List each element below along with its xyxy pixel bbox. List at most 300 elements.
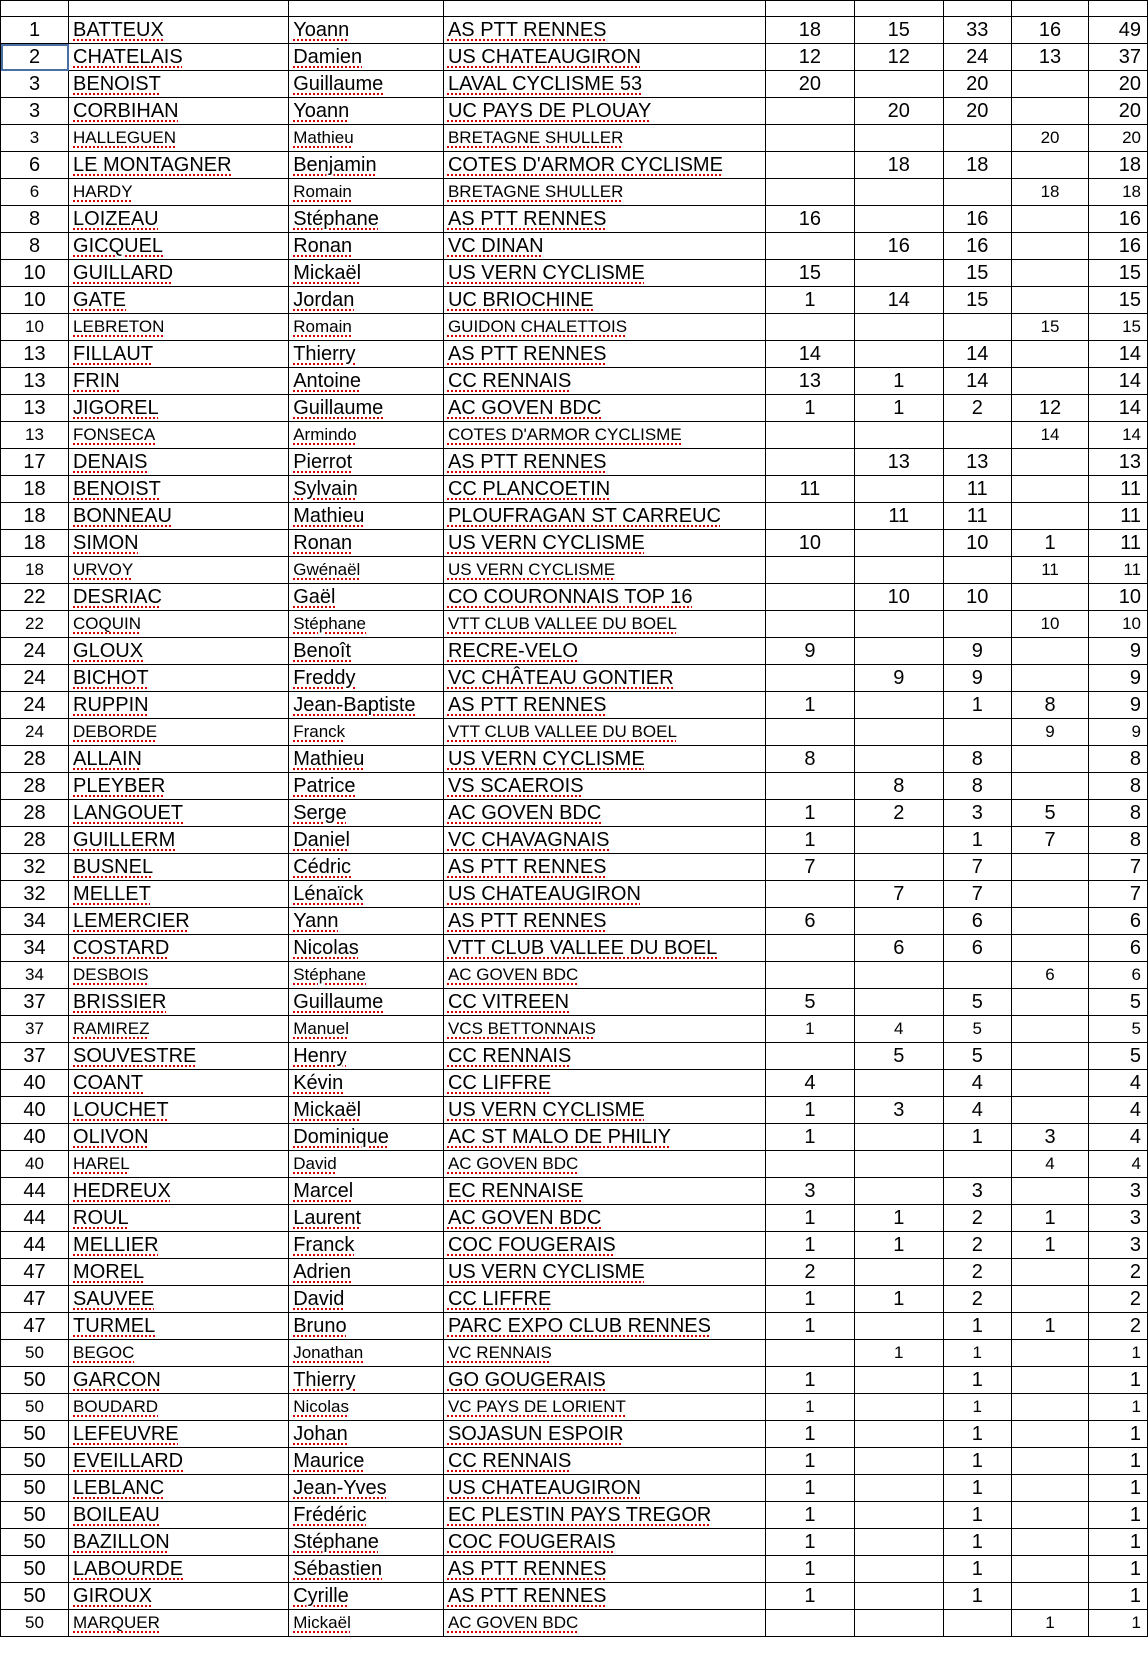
club-cell[interactable] — [443, 395, 765, 422]
points-2-cell[interactable] — [854, 71, 943, 98]
first-name-cell[interactable] — [289, 1043, 444, 1070]
total-cell[interactable]: 8 — [1089, 800, 1148, 827]
points-1-cell[interactable]: 1 — [765, 395, 854, 422]
total-cell[interactable]: 13 — [1089, 449, 1148, 476]
club-cell[interactable] — [443, 98, 765, 125]
last-name-cell[interactable] — [69, 1070, 289, 1097]
points-1-cell[interactable]: 1 — [765, 1232, 854, 1259]
points-2-cell[interactable]: 14 — [854, 287, 943, 314]
club-cell[interactable] — [443, 1367, 765, 1394]
total-cell[interactable]: 11 — [1089, 476, 1148, 503]
points-3-cell[interactable]: 11 — [1011, 557, 1089, 584]
points-1-cell[interactable] — [765, 125, 854, 152]
points-2-cell[interactable]: 16 — [854, 233, 943, 260]
total-cell[interactable]: 4 — [1089, 1151, 1148, 1178]
first-name-cell[interactable] — [289, 962, 444, 989]
points-1-cell[interactable] — [765, 98, 854, 125]
club-cell[interactable] — [443, 125, 765, 152]
points-2-cell[interactable] — [854, 1448, 943, 1475]
points-1-cell[interactable]: 1 — [765, 1502, 854, 1529]
last-name-cell[interactable] — [69, 449, 289, 476]
points-3-cell[interactable]: 6 — [1011, 962, 1089, 989]
total-cell[interactable]: 9 — [1089, 665, 1148, 692]
points-2-cell[interactable]: 10 — [854, 584, 943, 611]
subtotal-cell[interactable]: 2 — [943, 1259, 1011, 1286]
points-1-cell[interactable] — [765, 773, 854, 800]
last-name-cell[interactable] — [69, 1043, 289, 1070]
subtotal-cell[interactable]: 1 — [943, 1421, 1011, 1448]
points-1-cell[interactable]: 1 — [765, 1097, 854, 1124]
subtotal-cell[interactable] — [943, 719, 1011, 746]
rank-cell[interactable]: 13 — [1, 341, 69, 368]
subtotal-cell[interactable] — [943, 179, 1011, 206]
last-name-cell[interactable] — [69, 233, 289, 260]
points-3-cell[interactable] — [1011, 1583, 1089, 1610]
points-1-cell[interactable]: 6 — [765, 908, 854, 935]
first-name-cell[interactable] — [289, 746, 444, 773]
last-name-cell[interactable] — [69, 1475, 289, 1502]
total-cell[interactable]: 9 — [1089, 719, 1148, 746]
subtotal-cell[interactable] — [943, 314, 1011, 341]
points-2-cell[interactable] — [854, 908, 943, 935]
first-name-cell[interactable] — [289, 638, 444, 665]
total-cell[interactable]: 1 — [1089, 1529, 1148, 1556]
subtotal-cell[interactable] — [943, 557, 1011, 584]
total-cell[interactable]: 8 — [1089, 827, 1148, 854]
subtotal-cell[interactable]: 2 — [943, 1205, 1011, 1232]
subtotal-cell[interactable]: 1 — [943, 1340, 1011, 1367]
rank-cell[interactable]: 13 — [1, 395, 69, 422]
subtotal-cell[interactable]: 15 — [943, 260, 1011, 287]
points-2-cell[interactable] — [854, 314, 943, 341]
subtotal-cell[interactable]: 2 — [943, 1232, 1011, 1259]
points-2-cell[interactable] — [854, 1178, 943, 1205]
rank-cell[interactable]: 22 — [1, 584, 69, 611]
last-name-cell[interactable] — [69, 1421, 289, 1448]
subtotal-cell[interactable] — [943, 611, 1011, 638]
first-name-cell[interactable] — [289, 179, 444, 206]
club-cell[interactable] — [443, 1097, 765, 1124]
points-3-cell[interactable] — [1011, 260, 1089, 287]
points-3-cell[interactable] — [1011, 854, 1089, 881]
last-name-cell[interactable] — [69, 44, 289, 71]
club-cell[interactable] — [443, 206, 765, 233]
subtotal-cell[interactable]: 1 — [943, 1529, 1011, 1556]
points-3-cell[interactable]: 20 — [1011, 125, 1089, 152]
points-3-cell[interactable]: 1 — [1011, 1610, 1089, 1637]
points-1-cell[interactable]: 14 — [765, 341, 854, 368]
rank-cell[interactable]: 6 — [1, 152, 69, 179]
points-2-cell[interactable]: 1 — [854, 1286, 943, 1313]
last-name-cell[interactable] — [69, 1313, 289, 1340]
points-3-cell[interactable] — [1011, 746, 1089, 773]
total-cell[interactable]: 5 — [1089, 1016, 1148, 1043]
club-cell[interactable] — [443, 1610, 765, 1637]
points-1-cell[interactable]: 1 — [765, 1205, 854, 1232]
points-2-cell[interactable] — [854, 1421, 943, 1448]
first-name-cell[interactable] — [289, 854, 444, 881]
first-name-cell[interactable] — [289, 152, 444, 179]
subtotal-cell[interactable]: 8 — [943, 773, 1011, 800]
points-2-cell[interactable]: 3 — [854, 1097, 943, 1124]
points-1-cell[interactable] — [765, 1151, 854, 1178]
points-2-cell[interactable] — [854, 1070, 943, 1097]
points-1-cell[interactable]: 15 — [765, 260, 854, 287]
rank-cell[interactable]: 8 — [1, 206, 69, 233]
cell[interactable] — [1011, 1, 1089, 17]
last-name-cell[interactable] — [69, 179, 289, 206]
total-cell[interactable]: 37 — [1089, 44, 1148, 71]
total-cell[interactable]: 11 — [1089, 503, 1148, 530]
points-1-cell[interactable] — [765, 422, 854, 449]
points-1-cell[interactable] — [765, 935, 854, 962]
club-cell[interactable] — [443, 17, 765, 44]
total-cell[interactable]: 7 — [1089, 854, 1148, 881]
points-2-cell[interactable]: 4 — [854, 1016, 943, 1043]
club-cell[interactable] — [443, 1286, 765, 1313]
points-2-cell[interactable]: 7 — [854, 881, 943, 908]
first-name-cell[interactable] — [289, 1259, 444, 1286]
rank-cell[interactable]: 28 — [1, 746, 69, 773]
subtotal-cell[interactable]: 16 — [943, 233, 1011, 260]
total-cell[interactable]: 11 — [1089, 557, 1148, 584]
points-3-cell[interactable]: 1 — [1011, 1232, 1089, 1259]
rank-cell[interactable]: 40 — [1, 1070, 69, 1097]
points-3-cell[interactable]: 5 — [1011, 800, 1089, 827]
club-cell[interactable] — [443, 1313, 765, 1340]
points-1-cell[interactable]: 8 — [765, 746, 854, 773]
club-cell[interactable] — [443, 1475, 765, 1502]
subtotal-cell[interactable] — [943, 1151, 1011, 1178]
points-3-cell[interactable] — [1011, 449, 1089, 476]
points-1-cell[interactable] — [765, 557, 854, 584]
points-3-cell[interactable] — [1011, 1286, 1089, 1313]
subtotal-cell[interactable]: 9 — [943, 638, 1011, 665]
points-3-cell[interactable] — [1011, 1529, 1089, 1556]
subtotal-cell[interactable]: 4 — [943, 1097, 1011, 1124]
rank-cell[interactable]: 47 — [1, 1259, 69, 1286]
subtotal-cell[interactable]: 1 — [943, 1475, 1011, 1502]
first-name-cell[interactable] — [289, 530, 444, 557]
first-name-cell[interactable] — [289, 260, 444, 287]
rank-cell[interactable]: 18 — [1, 530, 69, 557]
last-name-cell[interactable] — [69, 1124, 289, 1151]
points-2-cell[interactable]: 9 — [854, 665, 943, 692]
total-cell[interactable]: 10 — [1089, 611, 1148, 638]
last-name-cell[interactable] — [69, 206, 289, 233]
points-2-cell[interactable] — [854, 1367, 943, 1394]
first-name-cell[interactable] — [289, 827, 444, 854]
subtotal-cell[interactable]: 2 — [943, 395, 1011, 422]
first-name-cell[interactable] — [289, 1421, 444, 1448]
subtotal-cell[interactable]: 24 — [943, 44, 1011, 71]
club-cell[interactable] — [443, 962, 765, 989]
first-name-cell[interactable] — [289, 665, 444, 692]
subtotal-cell[interactable]: 1 — [943, 1448, 1011, 1475]
points-2-cell[interactable] — [854, 125, 943, 152]
points-3-cell[interactable]: 4 — [1011, 1151, 1089, 1178]
rank-cell[interactable]: 37 — [1, 1043, 69, 1070]
last-name-cell[interactable] — [69, 638, 289, 665]
points-2-cell[interactable] — [854, 476, 943, 503]
points-3-cell[interactable]: 18 — [1011, 179, 1089, 206]
total-cell[interactable]: 4 — [1089, 1070, 1148, 1097]
rank-cell[interactable]: 3 — [1, 98, 69, 125]
club-cell[interactable] — [443, 584, 765, 611]
points-3-cell[interactable]: 1 — [1011, 1313, 1089, 1340]
first-name-cell[interactable] — [289, 908, 444, 935]
first-name-cell[interactable] — [289, 800, 444, 827]
first-name-cell[interactable] — [289, 1394, 444, 1421]
points-2-cell[interactable] — [854, 962, 943, 989]
cell[interactable] — [943, 1, 1011, 17]
total-cell[interactable]: 18 — [1089, 152, 1148, 179]
first-name-cell[interactable] — [289, 1340, 444, 1367]
club-cell[interactable] — [443, 368, 765, 395]
points-3-cell[interactable] — [1011, 665, 1089, 692]
rank-cell[interactable]: 1 — [1, 17, 69, 44]
subtotal-cell[interactable]: 11 — [943, 476, 1011, 503]
points-1-cell[interactable] — [765, 179, 854, 206]
first-name-cell[interactable] — [289, 1556, 444, 1583]
points-3-cell[interactable] — [1011, 584, 1089, 611]
points-1-cell[interactable] — [765, 719, 854, 746]
subtotal-cell[interactable]: 10 — [943, 584, 1011, 611]
first-name-cell[interactable] — [289, 314, 444, 341]
last-name-cell[interactable] — [69, 1259, 289, 1286]
first-name-cell[interactable] — [289, 1583, 444, 1610]
subtotal-cell[interactable] — [943, 962, 1011, 989]
subtotal-cell[interactable]: 33 — [943, 17, 1011, 44]
points-1-cell[interactable]: 1 — [765, 287, 854, 314]
last-name-cell[interactable] — [69, 152, 289, 179]
last-name-cell[interactable] — [69, 557, 289, 584]
points-2-cell[interactable] — [854, 1475, 943, 1502]
rank-cell[interactable]: 18 — [1, 476, 69, 503]
rank-cell[interactable]: 50 — [1, 1556, 69, 1583]
total-cell[interactable]: 2 — [1089, 1286, 1148, 1313]
club-cell[interactable] — [443, 530, 765, 557]
rank-cell[interactable]: 10 — [1, 260, 69, 287]
points-1-cell[interactable]: 1 — [765, 1124, 854, 1151]
points-1-cell[interactable] — [765, 1610, 854, 1637]
points-3-cell[interactable] — [1011, 152, 1089, 179]
points-2-cell[interactable]: 6 — [854, 935, 943, 962]
last-name-cell[interactable] — [69, 1502, 289, 1529]
rank-cell[interactable]: 18 — [1, 503, 69, 530]
total-cell[interactable]: 6 — [1089, 962, 1148, 989]
first-name-cell[interactable] — [289, 17, 444, 44]
last-name-cell[interactable] — [69, 962, 289, 989]
points-3-cell[interactable] — [1011, 98, 1089, 125]
points-1-cell[interactable]: 1 — [765, 1583, 854, 1610]
points-2-cell[interactable] — [854, 719, 943, 746]
points-1-cell[interactable] — [765, 665, 854, 692]
club-cell[interactable] — [443, 746, 765, 773]
club-cell[interactable] — [443, 476, 765, 503]
points-3-cell[interactable] — [1011, 341, 1089, 368]
rank-cell[interactable]: 40 — [1, 1124, 69, 1151]
points-1-cell[interactable]: 1 — [765, 1313, 854, 1340]
club-cell[interactable] — [443, 557, 765, 584]
subtotal-cell[interactable]: 9 — [943, 665, 1011, 692]
points-3-cell[interactable] — [1011, 1448, 1089, 1475]
subtotal-cell[interactable]: 2 — [943, 1286, 1011, 1313]
subtotal-cell[interactable]: 20 — [943, 71, 1011, 98]
subtotal-cell[interactable]: 14 — [943, 368, 1011, 395]
points-2-cell[interactable]: 1 — [854, 1232, 943, 1259]
points-3-cell[interactable] — [1011, 1502, 1089, 1529]
points-3-cell[interactable] — [1011, 71, 1089, 98]
subtotal-cell[interactable]: 1 — [943, 692, 1011, 719]
rank-cell[interactable]: 50 — [1, 1421, 69, 1448]
points-3-cell[interactable] — [1011, 1070, 1089, 1097]
points-3-cell[interactable]: 16 — [1011, 17, 1089, 44]
club-cell[interactable] — [443, 827, 765, 854]
total-cell[interactable]: 14 — [1089, 422, 1148, 449]
rank-cell[interactable]: 50 — [1, 1610, 69, 1637]
total-cell[interactable]: 10 — [1089, 584, 1148, 611]
last-name-cell[interactable] — [69, 17, 289, 44]
points-1-cell[interactable]: 2 — [765, 1259, 854, 1286]
points-1-cell[interactable]: 1 — [765, 1475, 854, 1502]
points-2-cell[interactable]: 1 — [854, 395, 943, 422]
club-cell[interactable] — [443, 1016, 765, 1043]
club-cell[interactable] — [443, 773, 765, 800]
subtotal-cell[interactable] — [943, 125, 1011, 152]
rank-cell[interactable]: 24 — [1, 665, 69, 692]
total-cell[interactable]: 1 — [1089, 1502, 1148, 1529]
total-cell[interactable]: 6 — [1089, 908, 1148, 935]
rank-cell[interactable]: 24 — [1, 638, 69, 665]
total-cell[interactable]: 4 — [1089, 1124, 1148, 1151]
total-cell[interactable]: 2 — [1089, 1259, 1148, 1286]
rank-cell[interactable]: 10 — [1, 287, 69, 314]
cell[interactable] — [1, 1, 69, 17]
first-name-cell[interactable] — [289, 71, 444, 98]
last-name-cell[interactable] — [69, 368, 289, 395]
rank-cell[interactable]: 50 — [1, 1529, 69, 1556]
club-cell[interactable] — [443, 1124, 765, 1151]
subtotal-cell[interactable]: 1 — [943, 1367, 1011, 1394]
last-name-cell[interactable] — [69, 1610, 289, 1637]
points-2-cell[interactable]: 11 — [854, 503, 943, 530]
subtotal-cell[interactable]: 6 — [943, 935, 1011, 962]
points-2-cell[interactable]: 2 — [854, 800, 943, 827]
points-3-cell[interactable] — [1011, 773, 1089, 800]
rank-cell[interactable]: 34 — [1, 935, 69, 962]
total-cell[interactable]: 6 — [1089, 935, 1148, 962]
points-1-cell[interactable] — [765, 449, 854, 476]
last-name-cell[interactable] — [69, 1529, 289, 1556]
last-name-cell[interactable] — [69, 1097, 289, 1124]
last-name-cell[interactable] — [69, 935, 289, 962]
first-name-cell[interactable] — [289, 989, 444, 1016]
total-cell[interactable]: 1 — [1089, 1421, 1148, 1448]
points-1-cell[interactable] — [765, 584, 854, 611]
points-1-cell[interactable]: 13 — [765, 368, 854, 395]
first-name-cell[interactable] — [289, 233, 444, 260]
points-1-cell[interactable] — [765, 233, 854, 260]
club-cell[interactable] — [443, 233, 765, 260]
last-name-cell[interactable] — [69, 692, 289, 719]
rank-cell[interactable]: 50 — [1, 1475, 69, 1502]
first-name-cell[interactable] — [289, 1529, 444, 1556]
rank-cell[interactable]: 24 — [1, 692, 69, 719]
points-3-cell[interactable] — [1011, 1016, 1089, 1043]
points-2-cell[interactable] — [854, 530, 943, 557]
last-name-cell[interactable] — [69, 1448, 289, 1475]
total-cell[interactable]: 15 — [1089, 260, 1148, 287]
total-cell[interactable]: 2 — [1089, 1313, 1148, 1340]
club-cell[interactable] — [443, 260, 765, 287]
points-1-cell[interactable]: 5 — [765, 989, 854, 1016]
points-2-cell[interactable]: 13 — [854, 449, 943, 476]
rank-cell[interactable]: 32 — [1, 881, 69, 908]
subtotal-cell[interactable] — [943, 422, 1011, 449]
subtotal-cell[interactable]: 14 — [943, 341, 1011, 368]
rank-cell[interactable]: 22 — [1, 611, 69, 638]
points-3-cell[interactable] — [1011, 1556, 1089, 1583]
points-1-cell[interactable]: 7 — [765, 854, 854, 881]
subtotal-cell[interactable]: 11 — [943, 503, 1011, 530]
club-cell[interactable] — [443, 1394, 765, 1421]
rank-cell[interactable]: 37 — [1, 1016, 69, 1043]
points-3-cell[interactable]: 1 — [1011, 1205, 1089, 1232]
points-3-cell[interactable] — [1011, 881, 1089, 908]
last-name-cell[interactable] — [69, 1151, 289, 1178]
subtotal-cell[interactable]: 1 — [943, 1502, 1011, 1529]
points-3-cell[interactable] — [1011, 368, 1089, 395]
points-3-cell[interactable] — [1011, 1421, 1089, 1448]
total-cell[interactable]: 20 — [1089, 98, 1148, 125]
points-1-cell[interactable]: 1 — [765, 1556, 854, 1583]
total-cell[interactable]: 18 — [1089, 179, 1148, 206]
points-3-cell[interactable]: 7 — [1011, 827, 1089, 854]
last-name-cell[interactable] — [69, 395, 289, 422]
club-cell[interactable] — [443, 1259, 765, 1286]
club-cell[interactable] — [443, 719, 765, 746]
points-1-cell[interactable]: 1 — [765, 827, 854, 854]
subtotal-cell[interactable]: 1 — [943, 1313, 1011, 1340]
last-name-cell[interactable] — [69, 1394, 289, 1421]
subtotal-cell[interactable]: 20 — [943, 98, 1011, 125]
first-name-cell[interactable] — [289, 719, 444, 746]
club-cell[interactable] — [443, 1151, 765, 1178]
points-3-cell[interactable]: 13 — [1011, 44, 1089, 71]
rank-cell[interactable]: 40 — [1, 1151, 69, 1178]
points-3-cell[interactable]: 1 — [1011, 530, 1089, 557]
club-cell[interactable] — [443, 1232, 765, 1259]
first-name-cell[interactable] — [289, 503, 444, 530]
points-2-cell[interactable]: 8 — [854, 773, 943, 800]
points-1-cell[interactable]: 18 — [765, 17, 854, 44]
cell[interactable] — [69, 1, 289, 17]
points-2-cell[interactable] — [854, 1583, 943, 1610]
total-cell[interactable]: 7 — [1089, 881, 1148, 908]
points-3-cell[interactable] — [1011, 1178, 1089, 1205]
total-cell[interactable]: 11 — [1089, 530, 1148, 557]
last-name-cell[interactable] — [69, 341, 289, 368]
points-2-cell[interactable]: 1 — [854, 368, 943, 395]
points-3-cell[interactable] — [1011, 1043, 1089, 1070]
subtotal-cell[interactable]: 4 — [943, 1070, 1011, 1097]
rank-cell[interactable]: 50 — [1, 1502, 69, 1529]
club-cell[interactable] — [443, 341, 765, 368]
points-1-cell[interactable] — [765, 1340, 854, 1367]
club-cell[interactable] — [443, 287, 765, 314]
club-cell[interactable] — [443, 1043, 765, 1070]
